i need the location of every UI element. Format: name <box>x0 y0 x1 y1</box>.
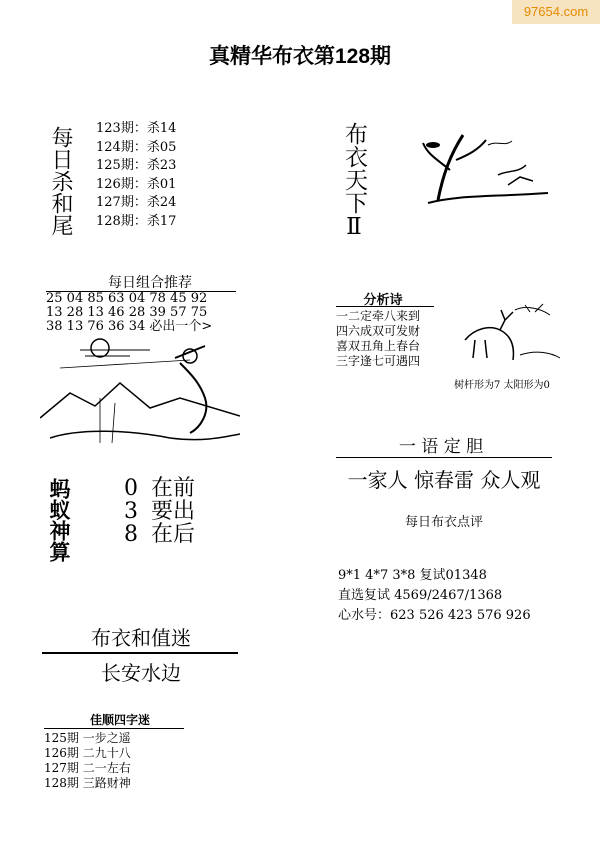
combo-row: 38 13 76 36 34 必出一个> <box>46 319 213 334</box>
riddle-heading: 布衣和值迷 <box>91 626 191 650</box>
poem-line: 喜双丑角上春台 <box>336 339 421 353</box>
four-char-heading: 佳顺四字迷 <box>89 713 150 727</box>
poem-heading: 分析诗 <box>363 293 403 308</box>
riddle-divider <box>42 652 238 654</box>
ant-god-text: 在后 <box>151 522 196 547</box>
poem-line: 一二定牵八来到 <box>336 309 421 323</box>
four-char-row: 128期 三路财神 <box>44 776 131 790</box>
ink-painting-fisherman <box>40 338 240 450</box>
ant-god-row <box>118 500 195 523</box>
ant-god-number: 8 <box>124 522 138 547</box>
dingdan-phrase: 一家人 惊春雷 众人观 <box>347 468 541 492</box>
page-title: 真精华布衣第128期 <box>208 45 392 68</box>
daily-tail-row: 125期：杀23 <box>96 158 177 173</box>
riddle-answer: 长安水边 <box>101 661 181 685</box>
ant-god-label: 蚂蚁神算 <box>47 478 70 562</box>
poem-note: 树杆形为7 太阳形为0 <box>454 380 550 391</box>
watermark: 97654.com <box>512 0 600 24</box>
daily-tail-row: 126期：杀01 <box>96 176 177 192</box>
combo-numbers <box>46 292 212 334</box>
four-char-divider <box>44 728 184 729</box>
number-lines <box>338 566 531 626</box>
poem-line: 三字逢七可遇四 <box>336 354 421 368</box>
combo-heading: 每日组合推荐 <box>108 275 192 291</box>
cloth-world-label: 布衣天下Ⅱ <box>341 122 367 240</box>
number-line: 直选复试 4569/2467/1368 <box>338 588 503 603</box>
four-char-list <box>44 731 131 791</box>
daily-tail-label: 每日杀和尾 <box>48 126 73 236</box>
daily-tail-row: 127期：杀24 <box>96 195 177 210</box>
combo-row: 13 28 13 46 28 39 57 75 <box>46 305 208 320</box>
four-char-row: 126期 二九十八 <box>44 746 131 760</box>
dingdan-sub: 每日布衣点评 <box>404 515 483 530</box>
number-line: 9*1 4*7 3*8 复试01348 <box>338 568 487 583</box>
four-char-row: 127期 二一左右 <box>44 761 131 775</box>
daily-tail-row: 128期：杀17 <box>96 213 177 229</box>
ant-god-number: 0 <box>124 476 138 501</box>
ink-painting-plant <box>408 115 558 215</box>
daily-tail-row: 124期：杀05 <box>96 139 177 155</box>
ant-god-number: 3 <box>124 499 138 524</box>
ant-god-row <box>118 523 195 546</box>
ant-god-text: 要出 <box>151 499 196 524</box>
ant-god-list <box>118 477 195 546</box>
four-char-row: 125期 一步之遥 <box>44 731 131 745</box>
number-line: 心水号：623 526 423 576 926 <box>338 608 531 623</box>
poem-heading-divider <box>336 306 434 307</box>
ant-god-row <box>118 477 195 500</box>
dingdan-divider <box>336 457 552 458</box>
daily-tail-row: 123期：杀14 <box>96 121 177 136</box>
ant-god-text: 在前 <box>151 476 196 501</box>
ink-painting-deer <box>455 300 565 370</box>
poem-lines <box>336 309 420 369</box>
dingdan-heading: 一 语 定 胆 <box>398 437 484 457</box>
daily-tail-list <box>96 120 176 231</box>
combo-row: 25 04 85 63 04 78 45 92 <box>46 291 208 306</box>
poem-line: 四六成双可发财 <box>336 324 421 338</box>
